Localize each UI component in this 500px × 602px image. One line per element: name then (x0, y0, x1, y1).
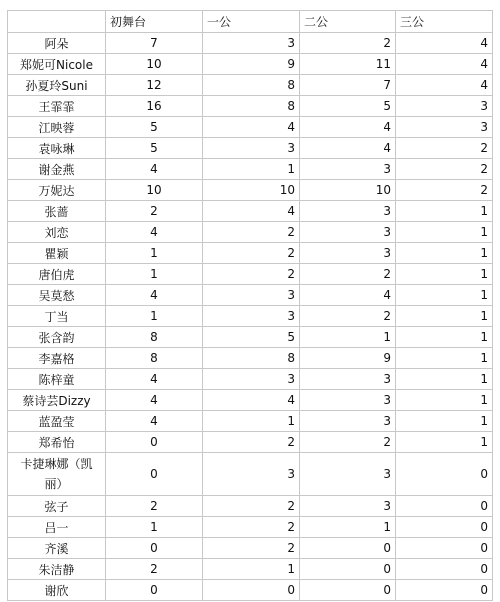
cell-vote-count[interactable]: 1 (106, 243, 203, 264)
cell-vote-count[interactable]: 11 (300, 54, 396, 75)
cell-vote-count[interactable]: 1 (396, 285, 493, 306)
cell-contestant-name[interactable]: 郑希怡 (8, 432, 106, 453)
cell-vote-count[interactable]: 4 (106, 411, 203, 432)
table-row (8, 580, 493, 601)
cell-vote-count[interactable]: 1 (396, 306, 493, 327)
cell-vote-count[interactable]: 2 (203, 496, 300, 517)
cell-vote-count[interactable]: 2 (396, 180, 493, 201)
cell-vote-count[interactable]: 1 (396, 327, 493, 348)
table-row (8, 222, 493, 243)
table-row (8, 411, 493, 432)
cell-contestant-name[interactable]: 刘恋 (8, 222, 106, 243)
cell-vote-count[interactable]: 2 (396, 138, 493, 159)
cell-vote-count[interactable]: 3 (300, 159, 396, 180)
cell-vote-count[interactable]: 0 (396, 453, 493, 496)
cell-vote-count[interactable]: 1 (106, 306, 203, 327)
cell-vote-count[interactable]: 2 (300, 306, 396, 327)
cell-vote-count[interactable]: 4 (300, 138, 396, 159)
cell-vote-count[interactable]: 0 (300, 580, 396, 601)
cell-vote-count[interactable]: 3 (203, 285, 300, 306)
cell-vote-count[interactable]: 9 (300, 348, 396, 369)
cell-vote-count[interactable]: 0 (396, 517, 493, 538)
cell-vote-count[interactable]: 2 (203, 264, 300, 285)
table-row (8, 117, 493, 138)
table-row (8, 496, 493, 517)
cell-vote-count[interactable]: 3 (203, 306, 300, 327)
cell-contestant-name[interactable]: 瞿颖 (8, 243, 106, 264)
cell-vote-count[interactable]: 0 (396, 496, 493, 517)
cell-vote-count[interactable]: 1 (396, 369, 493, 390)
cell-contestant-name[interactable]: 江映蓉 (8, 117, 106, 138)
cell-vote-count[interactable]: 10 (106, 54, 203, 75)
cell-contestant-name[interactable]: 孙夏玲Suni (8, 75, 106, 96)
cell-contestant-name[interactable]: 谢欣 (8, 580, 106, 601)
cell-contestant-name[interactable]: 吴莫愁 (8, 285, 106, 306)
table-row (8, 54, 493, 75)
cell-vote-count[interactable]: 1 (396, 348, 493, 369)
cell-vote-count[interactable]: 1 (203, 411, 300, 432)
cell-vote-count[interactable]: 3 (396, 96, 493, 117)
cell-contestant-name[interactable]: 张蔷 (8, 201, 106, 222)
cell-vote-count[interactable]: 4 (300, 117, 396, 138)
cell-vote-count[interactable]: 3 (396, 117, 493, 138)
cell-vote-count[interactable]: 7 (106, 33, 203, 54)
cell-vote-count[interactable]: 3 (300, 243, 396, 264)
cell-contestant-name[interactable]: 吕一 (8, 517, 106, 538)
cell-vote-count[interactable]: 2 (106, 496, 203, 517)
cell-vote-count[interactable]: 8 (203, 75, 300, 96)
cell-vote-count[interactable]: 8 (106, 327, 203, 348)
cell-vote-count[interactable]: 9 (203, 54, 300, 75)
cell-vote-count[interactable]: 1 (300, 517, 396, 538)
spreadsheet (7, 10, 492, 601)
header-cell-round2[interactable]: 二公 (300, 11, 396, 33)
cell-vote-count[interactable]: 2 (300, 264, 396, 285)
cell-vote-count[interactable]: 4 (203, 390, 300, 411)
table-row (8, 327, 493, 348)
cell-vote-count[interactable]: 2 (106, 201, 203, 222)
cell-contestant-name[interactable]: 弦子 (8, 496, 106, 517)
cell-vote-count[interactable]: 8 (106, 348, 203, 369)
cell-vote-count[interactable]: 1 (396, 222, 493, 243)
cell-vote-count[interactable]: 1 (203, 159, 300, 180)
cell-vote-count[interactable]: 2 (203, 432, 300, 453)
cell-vote-count[interactable]: 0 (396, 580, 493, 601)
cell-vote-count[interactable]: 0 (396, 559, 493, 580)
cell-vote-count[interactable]: 1 (396, 264, 493, 285)
cell-vote-count[interactable]: 3 (300, 496, 396, 517)
table-row (8, 201, 493, 222)
cell-vote-count[interactable]: 4 (106, 222, 203, 243)
table-row (8, 369, 493, 390)
table-row (8, 264, 493, 285)
table-body (8, 33, 493, 601)
cell-vote-count[interactable]: 3 (300, 201, 396, 222)
cell-vote-count[interactable]: 7 (300, 75, 396, 96)
cell-vote-count[interactable]: 5 (106, 138, 203, 159)
cell-vote-count[interactable]: 4 (396, 75, 493, 96)
cell-vote-count[interactable]: 2 (300, 33, 396, 54)
table-row (8, 432, 493, 453)
cell-vote-count[interactable]: 0 (203, 580, 300, 601)
header-cell-round1[interactable]: 一公 (203, 11, 300, 33)
cell-vote-count[interactable]: 0 (106, 580, 203, 601)
cell-contestant-name[interactable]: 丁当 (8, 306, 106, 327)
cell-vote-count[interactable]: 8 (203, 348, 300, 369)
cell-vote-count[interactable]: 1 (396, 432, 493, 453)
header-cell-round3[interactable]: 三公 (396, 11, 493, 33)
table-row (8, 538, 493, 559)
cell-contestant-name[interactable]: 李嘉格 (8, 348, 106, 369)
cell-vote-count[interactable]: 3 (300, 390, 396, 411)
cell-vote-count[interactable]: 3 (203, 369, 300, 390)
cell-vote-count[interactable]: 10 (106, 180, 203, 201)
table-row (8, 559, 493, 580)
cell-vote-count[interactable]: 4 (106, 159, 203, 180)
cell-vote-count[interactable]: 0 (396, 538, 493, 559)
cell-contestant-name[interactable]: 朱洁静 (8, 559, 106, 580)
cell-contestant-name[interactable]: 张含韵 (8, 327, 106, 348)
cell-vote-count[interactable]: 2 (203, 517, 300, 538)
cell-contestant-name[interactable]: 谢金燕 (8, 159, 106, 180)
table-row (8, 243, 493, 264)
cell-contestant-name[interactable]: 郑妮可Nicole (8, 54, 106, 75)
cell-vote-count[interactable]: 5 (106, 117, 203, 138)
table-row (8, 159, 493, 180)
table-row (8, 96, 493, 117)
table-row (8, 285, 493, 306)
table-row (8, 517, 493, 538)
table-row (8, 180, 493, 201)
cell-vote-count[interactable]: 4 (106, 369, 203, 390)
cell-vote-count[interactable]: 0 (106, 432, 203, 453)
cell-vote-count[interactable]: 3 (203, 453, 300, 496)
header-row (8, 11, 493, 33)
cell-contestant-name[interactable]: 齐溪 (8, 538, 106, 559)
cell-contestant-name[interactable]: 万妮达 (8, 180, 106, 201)
cell-vote-count[interactable]: 4 (396, 54, 493, 75)
cell-vote-count[interactable]: 1 (300, 327, 396, 348)
cell-contestant-name[interactable]: 唐伯虎 (8, 264, 106, 285)
cell-contestant-name[interactable]: 陈梓童 (8, 369, 106, 390)
cell-vote-count[interactable]: 2 (396, 159, 493, 180)
cell-vote-count[interactable]: 3 (300, 453, 396, 496)
cell-contestant-name[interactable]: 卡捷琳娜（凯丽） (8, 453, 106, 496)
cell-vote-count[interactable]: 0 (106, 538, 203, 559)
cell-contestant-name[interactable]: 袁咏琳 (8, 138, 106, 159)
cell-vote-count[interactable]: 0 (300, 559, 396, 580)
cell-contestant-name[interactable]: 阿朵 (8, 33, 106, 54)
cell-vote-count[interactable]: 1 (203, 559, 300, 580)
cell-vote-count[interactable]: 3 (300, 411, 396, 432)
cell-vote-count[interactable]: 3 (300, 369, 396, 390)
cell-vote-count[interactable]: 3 (203, 138, 300, 159)
cell-vote-count[interactable]: 0 (300, 538, 396, 559)
cell-contestant-name[interactable]: 蓝盈莹 (8, 411, 106, 432)
cell-vote-count[interactable]: 1 (396, 243, 493, 264)
cell-vote-count[interactable]: 1 (106, 517, 203, 538)
cell-vote-count[interactable]: 1 (396, 390, 493, 411)
header-cell-debut[interactable]: 初舞台 (106, 11, 203, 33)
cell-vote-count[interactable]: 1 (106, 264, 203, 285)
table-row (8, 348, 493, 369)
cell-vote-count[interactable]: 1 (396, 411, 493, 432)
cell-vote-count[interactable]: 3 (203, 33, 300, 54)
table-row (8, 390, 493, 411)
cell-vote-count[interactable]: 8 (203, 96, 300, 117)
header-cell-blank[interactable] (8, 11, 106, 33)
cell-vote-count[interactable]: 2 (203, 243, 300, 264)
cell-vote-count[interactable]: 4 (300, 285, 396, 306)
cell-vote-count[interactable]: 2 (203, 222, 300, 243)
cell-vote-count[interactable]: 1 (396, 201, 493, 222)
cell-vote-count[interactable]: 5 (203, 327, 300, 348)
votes-table (7, 10, 493, 601)
cell-vote-count[interactable]: 3 (300, 222, 396, 243)
cell-vote-count[interactable]: 4 (106, 285, 203, 306)
cell-vote-count[interactable]: 10 (203, 180, 300, 201)
table-row (8, 75, 493, 96)
cell-vote-count[interactable]: 4 (203, 201, 300, 222)
cell-vote-count[interactable]: 16 (106, 96, 203, 117)
cell-vote-count[interactable]: 12 (106, 75, 203, 96)
table-row (8, 33, 493, 54)
table-row (8, 138, 493, 159)
cell-vote-count[interactable]: 4 (396, 33, 493, 54)
cell-contestant-name[interactable]: 蔡诗芸Dizzy (8, 390, 106, 411)
cell-vote-count[interactable]: 2 (203, 538, 300, 559)
table-row (8, 306, 493, 327)
cell-vote-count[interactable]: 2 (300, 432, 396, 453)
cell-vote-count[interactable]: 4 (106, 390, 203, 411)
cell-vote-count[interactable]: 10 (300, 180, 396, 201)
cell-vote-count[interactable]: 0 (106, 453, 203, 496)
cell-contestant-name[interactable]: 王霏霏 (8, 96, 106, 117)
cell-vote-count[interactable]: 4 (203, 117, 300, 138)
cell-vote-count[interactable]: 2 (106, 559, 203, 580)
table-row (8, 453, 493, 496)
cell-vote-count[interactable]: 5 (300, 96, 396, 117)
